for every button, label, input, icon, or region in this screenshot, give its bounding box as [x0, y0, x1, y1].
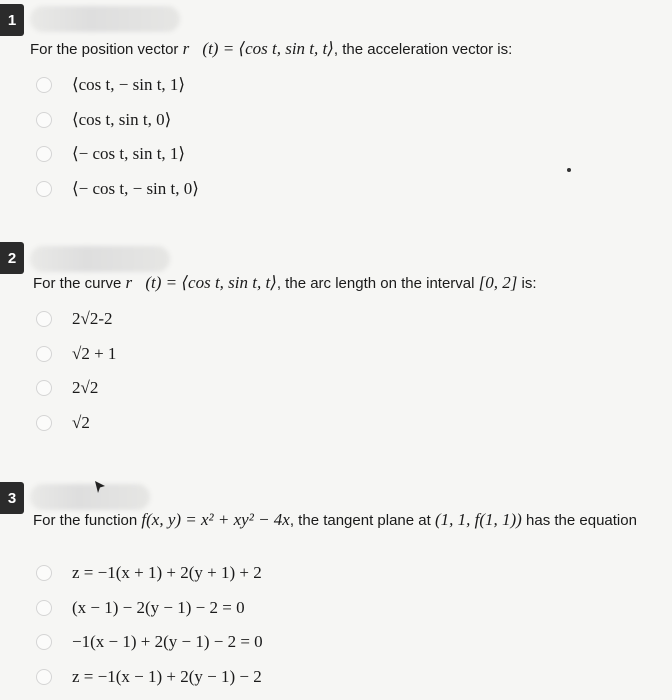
answer-option[interactable]: [36, 406, 116, 441]
answer-option[interactable]: [36, 591, 263, 626]
radio-button[interactable]: [36, 77, 52, 93]
question-3: [0, 480, 672, 700]
option-label: −1(x − 1) + 2(y − 1) − 2 = 0: [72, 632, 263, 652]
answer-option[interactable]: [36, 137, 199, 172]
mouse-cursor-icon: [94, 480, 106, 494]
question-1: [0, 0, 672, 230]
answer-option[interactable]: [36, 371, 116, 406]
prompt-text: has the equation: [521, 512, 637, 529]
answer-option[interactable]: [36, 660, 263, 695]
option-label: 2√2: [72, 378, 99, 398]
answer-option[interactable]: [36, 103, 199, 138]
answer-option[interactable]: [36, 556, 263, 591]
question-number-badge: 3: [0, 482, 24, 514]
redacted-region: [30, 484, 150, 510]
radio-button[interactable]: [36, 600, 52, 616]
radio-button[interactable]: [36, 669, 52, 685]
option-label: √2 + 1: [72, 343, 117, 363]
answer-option[interactable]: [36, 302, 116, 337]
option-label: ⟨cos t, sin t, 0⟩: [72, 109, 172, 129]
question-prompt: [30, 38, 660, 60]
option-label: ⟨cos t, − sin t, 1⟩: [72, 75, 186, 95]
prompt-text: , the arc length on the interval: [276, 275, 479, 292]
prompt-math: [0, 2]: [478, 273, 518, 292]
prompt-text: , the acceleration vector is:: [333, 41, 513, 58]
radio-button[interactable]: [36, 311, 52, 327]
answer-options: [36, 302, 116, 440]
radio-button[interactable]: [36, 181, 52, 197]
answer-option[interactable]: [36, 337, 116, 372]
question-number-badge: 2: [0, 242, 24, 274]
radio-button[interactable]: [36, 346, 52, 362]
option-label: ⟨− cos t, sin t, 1⟩: [72, 144, 186, 164]
option-label: z = −1(x − 1) + 2(y − 1) − 2: [72, 666, 262, 686]
prompt-math: r⃗(t) = ⟨cos t, sin t, t⟩: [125, 273, 277, 292]
prompt-text: is:: [517, 275, 537, 292]
question-2: [0, 238, 672, 460]
option-label: z = −1(x + 1) + 2(y + 1) + 2: [72, 563, 262, 583]
answer-option[interactable]: [36, 625, 263, 660]
radio-button[interactable]: [36, 634, 52, 650]
answer-option[interactable]: [36, 172, 199, 207]
answer-options: [36, 68, 199, 206]
prompt-math: (1, 1, f(1, 1)): [434, 510, 522, 529]
redacted-region: [30, 246, 170, 272]
radio-button[interactable]: [36, 112, 52, 128]
answer-option[interactable]: [36, 68, 199, 103]
question-prompt: [33, 509, 663, 531]
option-label: 2√2-2: [72, 309, 113, 329]
option-label: ⟨− cos t, − sin t, 0⟩: [72, 178, 199, 198]
answer-options: [36, 556, 263, 694]
prompt-text: For the function: [33, 512, 142, 529]
option-label: (x − 1) − 2(y − 1) − 2 = 0: [72, 597, 245, 617]
prompt-text: For the position vector: [30, 41, 183, 58]
prompt-text: , the tangent plane at: [289, 512, 435, 529]
option-label: √2: [72, 412, 90, 432]
radio-button[interactable]: [36, 380, 52, 396]
radio-button[interactable]: [36, 146, 52, 162]
prompt-text: For the curve: [33, 275, 126, 292]
radio-button[interactable]: [36, 565, 52, 581]
redacted-region: [30, 6, 180, 32]
prompt-math: r⃗(t) = ⟨cos t, sin t, t⟩: [182, 39, 334, 58]
prompt-math: f(x, y) = x² + xy² − 4x: [141, 510, 290, 529]
stray-dot: [567, 168, 571, 172]
radio-button[interactable]: [36, 415, 52, 431]
question-number-badge: 1: [0, 4, 24, 36]
question-prompt: [33, 272, 663, 294]
